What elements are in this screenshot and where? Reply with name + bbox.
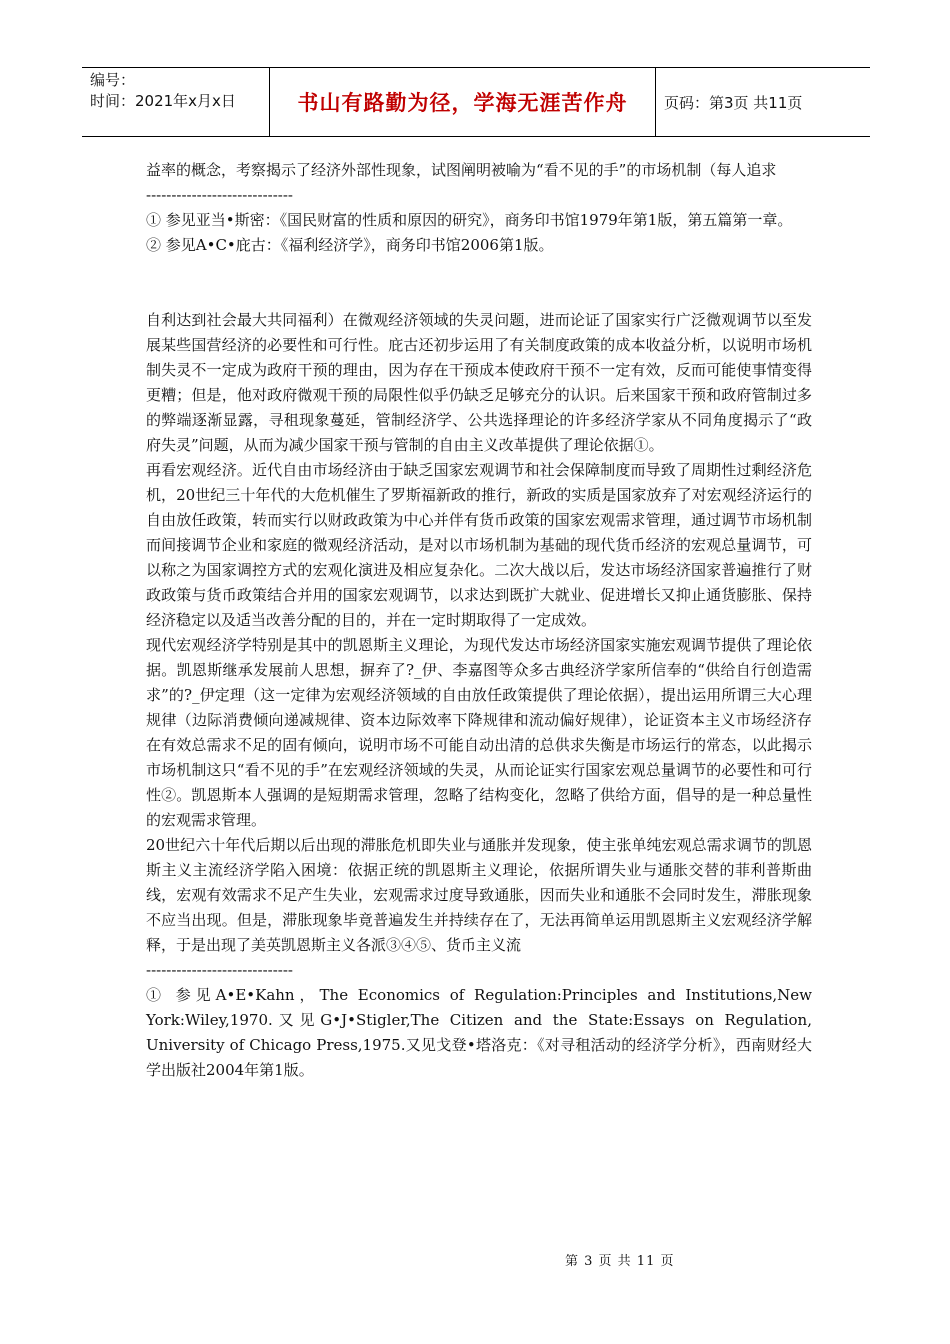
footnote-separator: ----------------------------- — [146, 186, 293, 204]
paragraph-keynesian-theory: 现代宏观经济学特别是其中的凯恩斯主义理论，为现代发达市场经济国家实施宏观调节提供了理论依据。凯恩斯继承发展前人思想，摒弃了?_伊、李嘉图等众多古典经济学家所信奉的“供给自行创造需求”的?_伊定理（这一定律为宏观经济领域的自由放任政策提供了理论依据），提出运用所谓三大心理规律（边际消费倾向递减规律、资本边际效率下降规律和流动偏好规律），论证资本主义市场经济存在有效总需求不足的固有倾向，说明市场不可能自动出清的总供求失衡是市场运行的常态，以此揭示市场机制这只“看不见的手”在宏观经济领域的失灵，从而论证实行国家宏观总量调节的必要性和可行性②。凯恩斯本人强调的是短期需求管理，忽略了结构变化，忽略了供给方面，倡导的是一种总量性的宏观需求管理。 — [146, 636, 812, 829]
page-footer: 第 3 页 共 11 页 — [565, 1254, 675, 1269]
paragraph-stagflation: 20世纪六十年代后期以后出现的滞胀危机即失业与通胀并发现象，使主张单纯宏观总需求调节的凯恩斯主义主流经济学陷入困境：依据正统的凯恩斯主义理论，依据所谓失业与通胀交替的菲利普斯曲线，宏观有效需求不足产生失业，宏观需求过度导致通胀，因而失业和通胀不会同时发生，滞胀现象不应当出现。但是，滞胀现象毕竟普遍发生并持续存在了，无法再简单运用凯恩斯主义宏观经济学解释，于是出现了美英凯恩斯主义各派③④⑤、货币主义流 — [146, 836, 812, 954]
paragraph-macro-economy: 再看宏观经济。近代自由市场经济由于缺乏国家宏观调节和社会保障制度而导致了周期性过剩经济危机，20世纪三十年代的大危机催生了罗斯福新政的推行，新政的实质是国家放弃了对宏观经济运行的自由放任政策，转而实行以财政政策为中心并伴有货币政策的国家宏观需求管理，通过调节市场机制而间接调节企业和家庭的微观经济活动，是对以市场机制为基础的现代货币经济的宏观总量调节，可以称之为国家调控方式的宏观化演进及相应复杂化。二次大战以后，发达市场经济国家普遍推行了财政政策与货币政策结合并用的国家宏观调节，以求达到既扩大就业、促进增长又抑止通货膨胀、保持经济稳定以及适当改善分配的目的，并在一定时期取得了一定成效。 — [146, 461, 812, 629]
paragraph-micro-failure: 自利达到社会最大共同福利）在微观经济领域的失灵问题，进而论证了国家实行广泛微观调节以至发展某些国营经济的必要性和可行性。庇古还初步运用了有关制度政策的成本收益分析，以说明市场机制失灵不一定成为政府干预的理由，因为存在干预成本使政府干预不一定有效，反而可能使事情变得更糟；但是，他对政府微观干预的局限性似乎仍缺乏足够充分的认识。后来国家干预和政府管制过多的弊端逐渐显露，寻租现象蔓延，管制经济学、公共选择理论的许多经济学家从不同角度揭示了“政府失灵”问题，从而为减少国家干预与管制的自由主义改革提供了理论依据①。 — [146, 311, 812, 454]
document-date-label: 时间：2021年x月x日 — [90, 92, 236, 110]
header-page-number: 页码：第3页 共11页 — [664, 93, 803, 112]
header-motto: 书山有路勤为径，学海无涯苦作舟 — [270, 68, 656, 136]
document-number-label: 编号： — [90, 71, 136, 89]
footnote-separator: ----------------------------- — [146, 961, 293, 979]
footnote-2: ② 参见A•C•庇古：《福利经济学》，商务印书馆2006第1版。 — [146, 236, 554, 254]
paragraph-continuation: 益率的概念，考察揭示了经济外部性现象，试图阐明被喻为“看不见的手”的市场机制（每人追求 — [146, 161, 777, 179]
header-meta — [82, 68, 270, 136]
footnote-1: ① 参见亚当•斯密：《国民财富的性质和原因的研究》，商务印书馆1979年第1版，第五篇第一章。 — [146, 211, 793, 229]
page-header — [82, 67, 870, 137]
footnote-3: ① 参见A•E•Kahn，The Economics of Regulation:Principles and Institutions,New York:Wiley,1970.又见G•J•Stigler,The Citizen and the State:Essays on Regulation, University of Chicago Press,1975.又见戈登•塔洛克：《对寻租活动的经济学分析》，西南财经大学出版社2004年第1版。 — [146, 986, 812, 1079]
document-body — [146, 158, 812, 1083]
page-break-gap — [146, 258, 812, 308]
